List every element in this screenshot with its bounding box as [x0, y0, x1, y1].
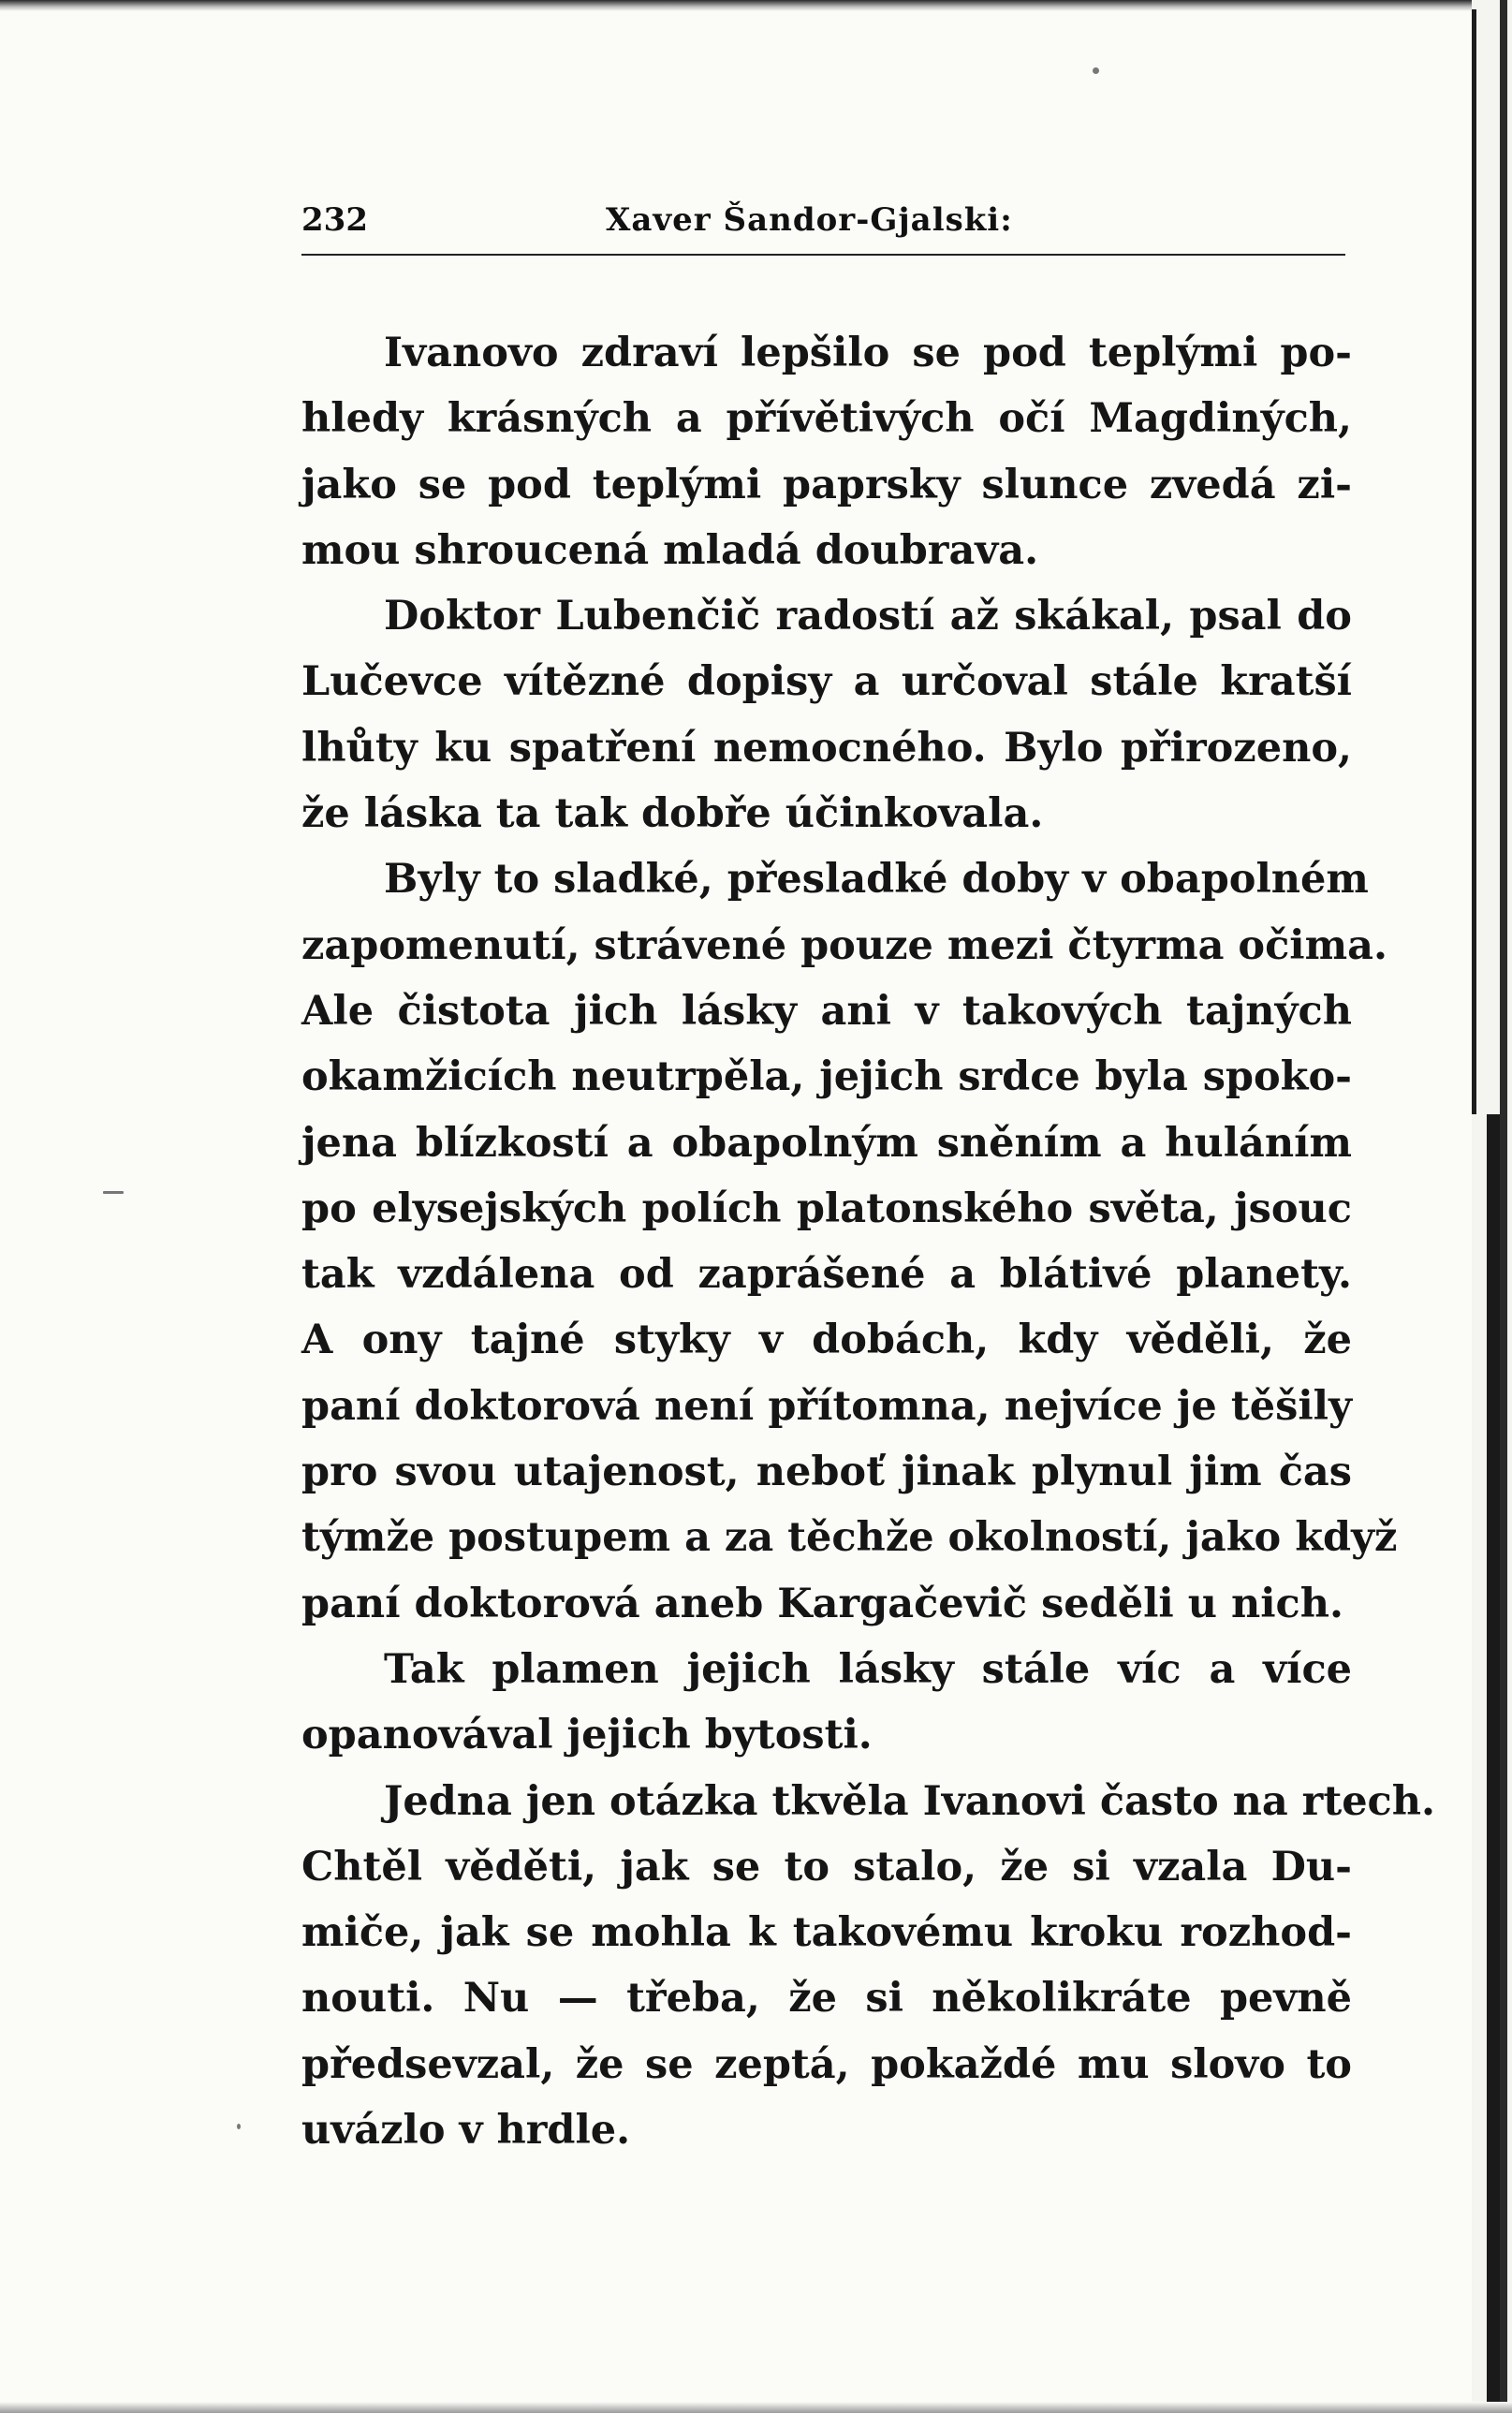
text-line: týmže postupem a za těchže okolností, jako když [301, 1514, 1398, 1562]
text-line: Tak plamen jejich lásky stále víc a více [384, 1645, 1352, 1693]
text-line: okamžicích neutrpěla, jejich srdce byla spoko- [301, 1053, 1352, 1101]
page-bottom-edge [0, 2402, 1512, 2413]
paragraph [301, 1769, 1435, 2164]
page-header [301, 192, 1345, 248]
text-line: Doktor Lubenčič radostí až skákal, psal do [384, 593, 1352, 640]
text-line: jena blízkostí a obapolným sněním a huláním [301, 1119, 1352, 1167]
text-line: miče, jak se mohla k takovému kroku rozhod- [301, 1909, 1352, 1957]
running-head: Xaver Šandor-Gjalski: [606, 201, 1013, 239]
book-edge-outer [1500, 0, 1507, 2413]
text-line: pro svou utajenost, neboť jinak plynul jim čas [301, 1449, 1352, 1496]
paragraph [301, 846, 1398, 1637]
text-line: předsevzal, že se zeptá, pokaždé mu slovo to [301, 2040, 1352, 2088]
text-line: nouti. Nu — třeba, že si několikráte pevně [301, 1975, 1352, 2023]
text-line: mou shroucená mladá doubrava. [301, 526, 1039, 574]
text-line: zapomenutí, strávené pouze mezi čtyrma očima. [301, 921, 1387, 969]
text-line: opanovával jejich bytosti. [301, 1712, 873, 1759]
paragraph [301, 320, 1352, 583]
text-line: paní doktorová aneb Kargačevič seděli u nich. [301, 1580, 1343, 1627]
header-rule [301, 254, 1345, 256]
body-text [301, 320, 1435, 2163]
text-line: paní doktorová není přítomna, nejvíce je těšily [301, 1382, 1352, 1430]
page-top-edge [0, 0, 1512, 11]
text-line: Chtěl věděti, jak se to stalo, že si vzala Du- [301, 1843, 1352, 1891]
text-line: Jedna jen otázka tkvěla Ivanovi často na rtech. [384, 1777, 1435, 1825]
text-line: Ivanovo zdraví lepšilo se pod teplými po- [384, 330, 1352, 376]
text-line: A ony tajné styky v dobách, kdy věděli, že [301, 1317, 1352, 1364]
text-line: Byly to sladké, přesladké doby v obapolném [384, 856, 1369, 904]
text-line: uvázlo v hrdle. [301, 2107, 631, 2155]
paragraph [301, 1637, 1352, 1769]
text-line: že láska ta tak dobře účinkovala. [301, 790, 1044, 838]
text-line: tak vzdálena od zaprášené a blátivé planety. [301, 1251, 1352, 1299]
paragraph [301, 583, 1352, 846]
text-line: Lučevce vítězné dopisy a určoval stále kratší [301, 658, 1352, 706]
scan-speck [1093, 67, 1099, 74]
book-edge-line [1472, 9, 1476, 1114]
scan-speck [237, 2124, 241, 2129]
text-line: Ale čistota jich lásky ani v takových tajných [301, 987, 1352, 1035]
text-line: po elysejských polích platonského světa, jsouc [301, 1184, 1352, 1232]
text-line: jako se pod teplými paprsky slunce zvedá zi- [301, 461, 1352, 508]
book-edge-line-lower [1487, 1114, 1500, 2413]
text-line: hledy krásných a přívětivých očí Magdiných, [301, 395, 1352, 443]
page-number: 232 [301, 201, 368, 239]
scan-speck [103, 1191, 124, 1194]
text-line: lhůty ku spatření nemocného. Bylo přirozeno, [301, 724, 1352, 772]
